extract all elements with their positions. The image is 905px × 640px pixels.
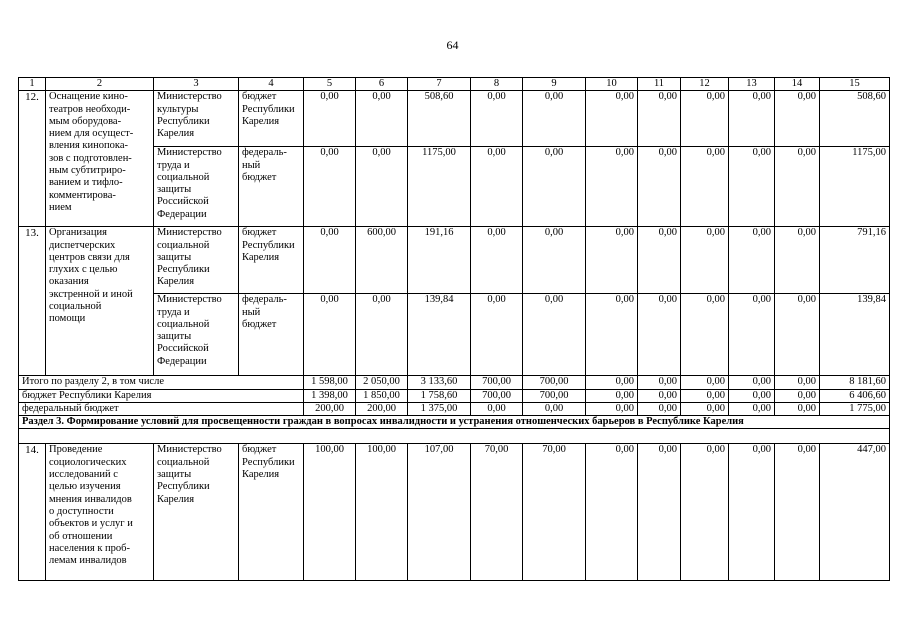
section-heading-row: [19, 416, 890, 429]
value-cell: 0,00: [729, 294, 775, 376]
value-cell: 0,00: [586, 147, 638, 227]
value-cell: 0,00: [304, 91, 356, 147]
totals-row: [19, 389, 890, 402]
totals-label: бюджет Республики Карелия: [19, 389, 304, 402]
column-header: 13: [729, 78, 775, 91]
value-cell: 0,00: [356, 147, 408, 227]
value-cell: 0,00: [304, 294, 356, 376]
value-cell: 0,00: [638, 294, 681, 376]
total-cell: 139,84: [820, 294, 890, 376]
value-cell: 0,00: [586, 376, 638, 389]
item-description: Оснащение кино- театров необходи- мым оборудова- нием для осущест- вления кинопока- зов с подготовлен- ным субтитриро- ванием и тифло- комментирова- нием: [46, 91, 154, 227]
executor-cell: Министерство труда и социальной защиты Российской Федерации: [154, 147, 239, 227]
total-cell: 8 181,60: [820, 376, 890, 389]
total-cell: 447,00: [820, 444, 890, 581]
total-cell: 508,60: [820, 91, 890, 147]
value-cell: 0,00: [681, 91, 729, 147]
value-cell: 0,00: [638, 402, 681, 415]
value-cell: 0,00: [729, 227, 775, 294]
value-cell: 0,00: [729, 444, 775, 581]
value-cell: 70,00: [471, 444, 523, 581]
column-header: 12: [681, 78, 729, 91]
value-cell: 1 398,00: [304, 389, 356, 402]
value-cell: 1 375,00: [408, 402, 471, 415]
value-cell: 700,00: [523, 376, 586, 389]
executor-cell: Министерство труда и социальной защиты Российской Федерации: [154, 294, 239, 376]
table-row: [19, 227, 890, 294]
value-cell: 139,84: [408, 294, 471, 376]
value-cell: 0,00: [681, 147, 729, 227]
value-cell: 70,00: [523, 444, 586, 581]
value-cell: 0,00: [775, 444, 820, 581]
column-header: 6: [356, 78, 408, 91]
funding-source-cell: федераль- ный бюджет: [239, 147, 304, 227]
total-cell: 791,16: [820, 227, 890, 294]
spacer-cell: [19, 429, 890, 444]
totals-row: [19, 402, 890, 415]
value-cell: 0,00: [356, 91, 408, 147]
value-cell: 0,00: [775, 402, 820, 415]
value-cell: 0,00: [775, 147, 820, 227]
column-header: 15: [820, 78, 890, 91]
value-cell: 0,00: [681, 376, 729, 389]
value-cell: 200,00: [356, 402, 408, 415]
column-header-row: [19, 78, 890, 91]
executor-cell: Министерство культуры Республики Карелия: [154, 91, 239, 147]
value-cell: 700,00: [471, 376, 523, 389]
value-cell: 0,00: [471, 227, 523, 294]
value-cell: 200,00: [304, 402, 356, 415]
value-cell: 0,00: [586, 91, 638, 147]
value-cell: 0,00: [586, 444, 638, 581]
value-cell: 1 850,00: [356, 389, 408, 402]
item-index: 12.: [19, 91, 46, 227]
value-cell: 0,00: [586, 402, 638, 415]
executor-cell: Министерство социальной защиты Республики Карелия: [154, 227, 239, 294]
value-cell: 0,00: [729, 376, 775, 389]
value-cell: 0,00: [523, 91, 586, 147]
column-header: 8: [471, 78, 523, 91]
value-cell: 600,00: [356, 227, 408, 294]
value-cell: 0,00: [586, 389, 638, 402]
page-number: 64: [446, 38, 459, 52]
value-cell: 0,00: [681, 227, 729, 294]
item-index: 13.: [19, 227, 46, 376]
funding-source-cell: бюджет Республики Карелия: [239, 227, 304, 294]
value-cell: 0,00: [775, 91, 820, 147]
column-header: 3: [154, 78, 239, 91]
column-header: 4: [239, 78, 304, 91]
value-cell: 0,00: [304, 147, 356, 227]
value-cell: 0,00: [638, 227, 681, 294]
item-index: 14.: [19, 444, 46, 581]
value-cell: 0,00: [638, 376, 681, 389]
value-cell: 1 598,00: [304, 376, 356, 389]
value-cell: 1175,00: [408, 147, 471, 227]
column-header: 10: [586, 78, 638, 91]
total-cell: 1175,00: [820, 147, 890, 227]
value-cell: 0,00: [729, 147, 775, 227]
value-cell: 107,00: [408, 444, 471, 581]
value-cell: 0,00: [471, 91, 523, 147]
value-cell: 191,16: [408, 227, 471, 294]
value-cell: 0,00: [471, 294, 523, 376]
value-cell: 0,00: [775, 376, 820, 389]
value-cell: 700,00: [523, 389, 586, 402]
column-header: 5: [304, 78, 356, 91]
item-description: Проведение социологических исследований с целью изучения мнения инвалидов о доступности объектов и услуг и об отношении населения к проб- лемам инвалидов: [46, 444, 154, 581]
value-cell: 0,00: [775, 227, 820, 294]
value-cell: 0,00: [523, 147, 586, 227]
value-cell: 0,00: [638, 147, 681, 227]
column-header: 7: [408, 78, 471, 91]
value-cell: 3 133,60: [408, 376, 471, 389]
column-header: 11: [638, 78, 681, 91]
value-cell: 100,00: [304, 444, 356, 581]
value-cell: 0,00: [523, 402, 586, 415]
value-cell: 0,00: [681, 294, 729, 376]
funding-source-cell: бюджет Республики Карелия: [239, 91, 304, 147]
column-header: 9: [523, 78, 586, 91]
item-description: Организация диспетчерских центров связи для глухих с целью оказания экстренной и иной социальной помощи: [46, 227, 154, 376]
value-cell: 0,00: [638, 91, 681, 147]
table-row: [19, 444, 890, 581]
value-cell: 0,00: [681, 444, 729, 581]
value-cell: 0,00: [638, 444, 681, 581]
table-row: [19, 91, 890, 147]
value-cell: 0,00: [356, 294, 408, 376]
value-cell: 100,00: [356, 444, 408, 581]
funding-source-cell: федераль- ный бюджет: [239, 294, 304, 376]
value-cell: 0,00: [729, 389, 775, 402]
totals-label: федеральный бюджет: [19, 402, 304, 415]
column-header: 2: [46, 78, 154, 91]
funding-source-cell: бюджет Республики Карелия: [239, 444, 304, 581]
section-title: Раздел 3. Формирование условий для просвещенности граждан в вопросах инвалидности и устранения отношенческих барьеров в Республике Карелия: [19, 416, 890, 429]
value-cell: 0,00: [523, 294, 586, 376]
value-cell: 0,00: [586, 294, 638, 376]
column-header: 14: [775, 78, 820, 91]
value-cell: 0,00: [681, 389, 729, 402]
value-cell: 0,00: [523, 227, 586, 294]
value-cell: 508,60: [408, 91, 471, 147]
value-cell: 0,00: [471, 147, 523, 227]
value-cell: 0,00: [775, 294, 820, 376]
value-cell: 0,00: [775, 389, 820, 402]
value-cell: 0,00: [729, 402, 775, 415]
total-cell: 6 406,60: [820, 389, 890, 402]
value-cell: 0,00: [638, 389, 681, 402]
value-cell: 700,00: [471, 389, 523, 402]
value-cell: 0,00: [729, 91, 775, 147]
value-cell: 0,00: [681, 402, 729, 415]
spacer-row: [19, 429, 890, 444]
value-cell: 1 758,60: [408, 389, 471, 402]
value-cell: 0,00: [471, 402, 523, 415]
budget-table: [18, 77, 890, 581]
column-header: 1: [19, 78, 46, 91]
totals-row: [19, 376, 890, 389]
executor-cell: Министерство социальной защиты Республики Карелия: [154, 444, 239, 581]
total-cell: 1 775,00: [820, 402, 890, 415]
value-cell: 0,00: [586, 227, 638, 294]
value-cell: 0,00: [304, 227, 356, 294]
value-cell: 2 050,00: [356, 376, 408, 389]
totals-label: Итого по разделу 2, в том числе: [19, 376, 304, 389]
